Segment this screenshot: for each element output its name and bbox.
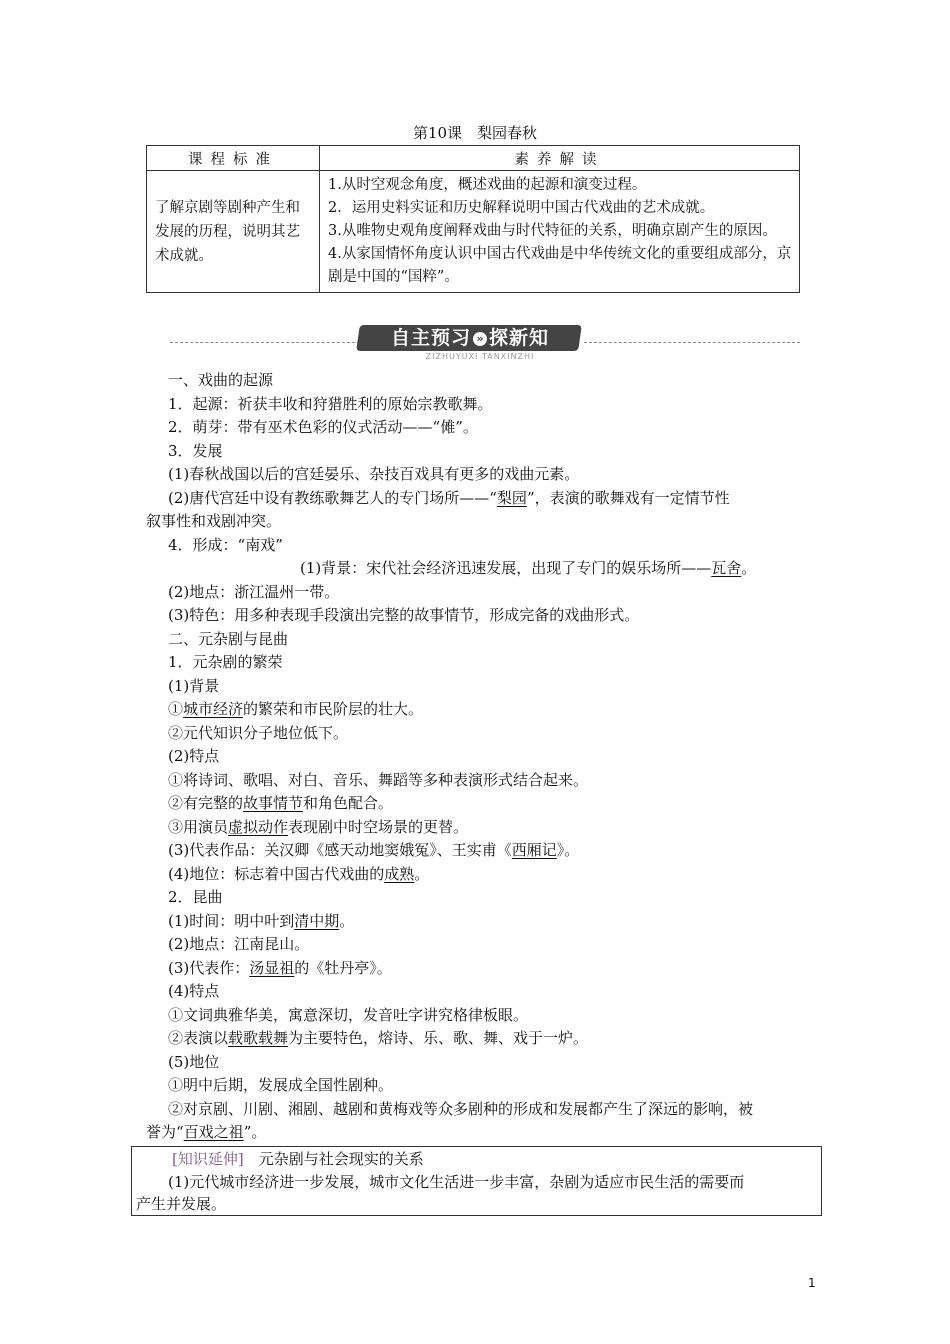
text-line: 2．昆曲 [168, 888, 223, 906]
arrow-icon: » [473, 332, 487, 346]
text-line: (2)特点 [168, 747, 220, 765]
key-term: 故事情节 [243, 794, 304, 812]
heading-origin: 一、戏曲的起源 [168, 371, 274, 389]
text-line: (1)背景：宋代社会经济迅速发展，出现了专门的娱乐场所——瓦舍。 [300, 559, 757, 577]
text-line: ①城市经济的繁荣和市民阶层的壮大。 [168, 700, 424, 718]
literacy-cell [320, 171, 800, 293]
literacy-item: 3.从唯物史观角度阐释戏曲与时代特征的关系，明确京剧产生的原因。 [328, 223, 777, 239]
text-line: 4．形成：“南戏” [168, 536, 283, 554]
text-line: ①文词典雅华美，寓意深切，发音吐字讲究格律板眼。 [168, 1006, 529, 1024]
text-line: (2)唐代宫廷中设有教练歌舞艺人的专门场所——“梨园”，表演的歌舞戏有一定情节性 [168, 489, 730, 507]
literacy-item: 1.从时空观念角度，概述戏曲的起源和演变过程。 [328, 177, 647, 193]
text-line: 1．起源：祈获丰收和狩猎胜利的原始宗教歌舞。 [168, 395, 493, 413]
extension-tag: [知识延伸] [172, 1150, 244, 1168]
knowledge-extension-box [131, 1146, 822, 1216]
text-line: ②有完整的故事情节和角色配合。 [168, 794, 394, 812]
text-line: (3)特色：用多种表现手段演出完整的故事情节，形成完备的戏曲形式。 [168, 606, 640, 624]
text-line: 3．发展 [168, 442, 223, 460]
key-term: 瓦舍 [711, 559, 742, 577]
extension-text: 产生并发展。 [136, 1195, 227, 1213]
text-line: (2)地点：浙江温州一带。 [168, 583, 340, 601]
header-standard: 课程标准 [147, 146, 320, 171]
key-term: 西厢记 [511, 841, 557, 859]
text-line: (3)代表作：汤显祖的《牡丹亭》。 [168, 959, 392, 977]
text-line: (3)代表作品：关汉卿《感天动地窦娥冤》、王实甫《西厢记》。 [168, 841, 580, 859]
text-line: (4)地位：标志着中国古代戏曲的成熟。 [168, 865, 430, 883]
text-line: ②对京剧、川剧、湘剧、越剧和黄梅戏等众多剧种的形成和发展都产生了深远的影响，被 [168, 1100, 754, 1118]
key-term: 百戏之祖 [183, 1123, 244, 1141]
curriculum-standards-table [146, 145, 800, 293]
extension-heading: [知识延伸] 元杂剧与社会现实的关系 [172, 1150, 424, 1168]
banner-dash-left [170, 342, 360, 343]
header-literacy: 素养解读 [320, 146, 800, 171]
text-line: (1)春秋战国以后的宫廷晏乐、杂技百戏具有更多的戏曲元素。 [168, 465, 580, 483]
banner-subtitle: ZIZHUYUXI TANXINZHI [425, 352, 535, 361]
text-line: (2)地点：江南昆山。 [168, 935, 310, 953]
text-line: 2．萌芽：带有巫术色彩的仪式活动——“傩”。 [168, 418, 478, 436]
key-term: 成熟 [384, 865, 415, 883]
text-line: (4)特点 [168, 982, 220, 1000]
standard-cell: 了解京剧等剧种产生和发展的历程，说明其艺术成就。 [147, 171, 320, 293]
text-line: 叙事性和戏剧冲突。 [146, 512, 282, 530]
text-line: ①将诗词、歌唱、对白、音乐、舞蹈等多种表演形式结合起来。 [168, 771, 589, 789]
text-line: ①明中后期，发展成全国性剧种。 [168, 1076, 394, 1094]
key-term: 城市经济 [183, 700, 244, 718]
extension-text: (1)元代城市经济进一步发展，城市文化生活进一步丰富，杂剧为适应市民生活的需要而 [168, 1173, 745, 1191]
text-line: ②表演以载歌载舞为主要特色，熔诗、乐、歌、舞、戏于一炉。 [168, 1029, 589, 1047]
banner-title: 自主预习 » 探新知 [390, 327, 550, 349]
section-banner [0, 322, 950, 362]
table-header-row [147, 146, 800, 171]
key-term: 清中期 [294, 912, 340, 930]
key-term: 虚拟动作 [228, 818, 289, 836]
text-line: ②元代知识分子地位低下。 [168, 724, 349, 742]
table-row [147, 171, 800, 293]
literacy-item: 4.从家国情怀角度认识中国古代戏曲是中华传统文化的重要组成部分，京剧是中国的“国粹”。 [328, 246, 792, 285]
key-term: 载歌载舞 [228, 1029, 289, 1047]
text-line: 誉为“百戏之祖”。 [146, 1123, 267, 1141]
text-line: (1)背景 [168, 677, 220, 695]
text-line: ③用演员虚拟动作表现剧中时空场景的更替。 [168, 818, 469, 836]
page-number: 1 [808, 1276, 816, 1290]
banner-dash-right [584, 342, 800, 343]
text-line: (1)时间：明中叶到清中期。 [168, 912, 355, 930]
literacy-item: 2．运用史料实证和历史解释说明中国古代戏曲的艺术成就。 [328, 200, 715, 216]
heading-yuan-kunqu: 二、元杂剧与昆曲 [168, 630, 289, 648]
text-line: (5)地位 [168, 1053, 220, 1071]
lesson-title: 第10课 梨园春秋 [412, 124, 538, 142]
key-term: 汤显祖 [249, 959, 295, 977]
text-line: 1．元杂剧的繁荣 [168, 653, 283, 671]
key-term: 梨园 [496, 489, 527, 507]
